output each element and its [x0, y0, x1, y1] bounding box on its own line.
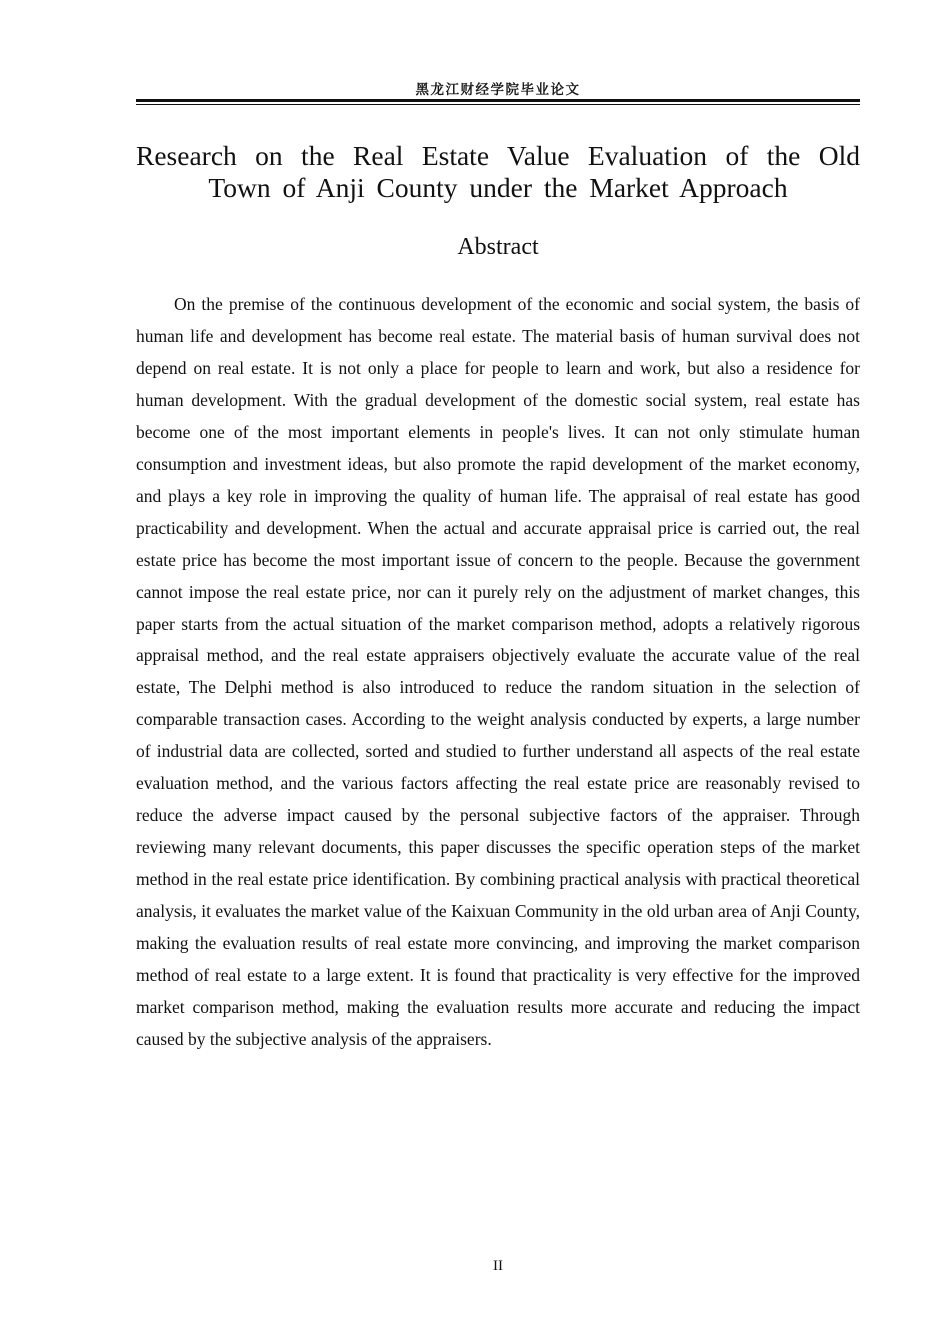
abstract-body: On the premise of the continuous development of the economic and social system, the basis of human life and development has become real estate. The material basis of human survival does not depend on real estate. It is not only a place for people to learn and work, but also a residence for human development. With the gradual development of the domestic social system, real estate has become one of the most important elements in people's lives. It can not only stimulate human consumption and investment ideas, but also promote the rapid development of the market economy, and plays a key role in improving the quality of human life. The appraisal of real estate has good practicability and development. When the actual and accurate appraisal price is carried out, the real estate price has become the most important issue of concern to the people. Because the government cannot impose the real estate price, nor can it purely rely on the adjustment of market changes, this paper starts from the actual situation of the market comparison method, adopts a relatively rigorous appraisal method, and the real estate appraisers objectively evaluate the accurate value of the real estate, The Delphi method is also introduced to reduce the random situation in the selection of comparable transaction cases. According to the weight analysis conducted by experts, a large number of industrial data are collected, sorted and studied to further understand all aspects of the real estate evaluation method, and the various factors affecting the real estate price are reasonably revised to reduce the adverse impact caused by the personal subjective factors of the appraiser. Through reviewing many relevant documents, this paper discusses the specific operation steps of the market method in the real estate price identification. By combining practical analysis with practical theoretical analysis, it evaluates the market value of the Kaixuan Community in the old urban area of Anji County, making the evaluation results of real estate more convincing, and improving the market comparison method of real estate to a large extent. It is found that practicality is very effective for the improved market comparison method, making the evaluation results more accurate and reducing the impact caused by the subjective analysis of the appraisers. [136, 294, 860, 1049]
header-rule-thin [136, 104, 860, 105]
thesis-title: Research on the Real Estate Value Evaluation of the Old Town of Anji County under the Market Approach [136, 140, 860, 203]
page-number: II [493, 1258, 503, 1274]
header-rule-thick [136, 99, 860, 102]
abstract-heading: Abstract [457, 234, 539, 260]
running-header: 黑龙江财经学院毕业论文 [415, 82, 581, 98]
